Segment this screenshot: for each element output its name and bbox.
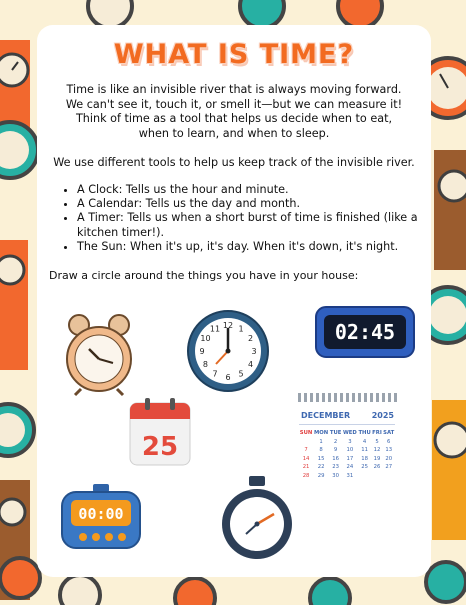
kitchen-timer-icon[interactable] [59, 482, 143, 552]
tools-intro: We use different tools to help us keep track of the invisible river. [53, 156, 415, 169]
calendar-day: 18 [361, 455, 368, 462]
intro-line: Time is like an invisible river that is always moving forward. [66, 83, 402, 96]
clock-numeral: 8 [202, 360, 209, 369]
calendar-day [372, 472, 383, 481]
stopwatch-icon[interactable] [218, 474, 296, 562]
intro-line: when to learn, and when to sleep. [138, 126, 330, 140]
tool-item-sun: • The Sun: When it's up, it's day. When it's down, it's night. [77, 240, 427, 254]
calendar-day: 28 [302, 472, 310, 479]
calendar-day [382, 472, 395, 481]
clock-numeral: 12 [222, 321, 234, 330]
calendar-day: 20 [385, 455, 393, 462]
clock-numeral: 5 [238, 369, 244, 379]
calendar-day: 17 [346, 455, 354, 462]
calendar-grid [299, 429, 395, 480]
tool-item-calendar: • A Calendar: Tells us the day and month. [77, 197, 427, 211]
calendar-week-row [299, 472, 395, 481]
calendar-day: 6 [387, 438, 391, 445]
calendar-weekday-row [299, 429, 395, 438]
clock-numeral: 2 [247, 334, 254, 343]
calendar-day: 25 [361, 464, 368, 471]
calendar-day: 14 [302, 455, 310, 462]
calendar-year: 2025 [371, 411, 394, 420]
calendar-day: 31 [346, 472, 354, 479]
calendar-day: 16 [332, 455, 339, 462]
calendar-day: 11 [361, 447, 368, 454]
wall-clock-icon[interactable] [185, 308, 271, 394]
calendar-week-row [299, 438, 395, 447]
calendar-weekday: THU [358, 430, 371, 437]
clock-numeral: 9 [199, 347, 205, 356]
calendar-day-number: 25 [141, 432, 179, 462]
calendar-divider [299, 424, 395, 425]
clock-numeral: 11 [209, 324, 221, 334]
calendar-weekday: SUN [299, 430, 313, 437]
intro-paragraph [51, 83, 417, 141]
calendar-day: 9 [333, 447, 338, 454]
grandfather-clock-icon [434, 150, 466, 270]
wall-clock-icon [0, 404, 34, 456]
clock-numeral: 1 [238, 324, 244, 334]
calendar-weekday: SAT [383, 430, 395, 437]
intro-line: Think of time as a tool that helps us decide when to eat, [75, 112, 393, 125]
alarm-clock-icon[interactable] [59, 311, 139, 397]
calendar-day: 27 [385, 464, 393, 471]
calendar-day: 30 [332, 472, 339, 479]
calendar-weekday: FRI [372, 430, 382, 437]
calendar-day: 22 [317, 464, 325, 471]
intro-line: We can't see it, touch it, or smell it—but we can measure it! [65, 97, 403, 111]
calendar-page-icon[interactable] [127, 397, 193, 469]
calendar-day: 10 [346, 447, 354, 454]
calendar-day: 3 [348, 438, 352, 445]
calendar-week-row [299, 455, 395, 464]
calendar-weekday: WED [342, 430, 357, 437]
grandfather-clock-icon [0, 240, 28, 370]
grandfather-clock-icon [432, 400, 466, 540]
calendar-day: 4 [362, 438, 367, 445]
clock-numeral: 7 [212, 369, 218, 379]
wall-clock-icon [60, 575, 350, 605]
wall-clock-icon [0, 122, 38, 178]
calendar-day: 12 [373, 447, 381, 454]
calendar-day: 26 [373, 464, 381, 471]
page-title: WHAT IS TIME? [113, 39, 355, 70]
calendar-day: 1 [319, 438, 323, 445]
calendar-day: 29 [317, 472, 325, 479]
clock-numeral: 10 [200, 334, 211, 343]
calendar-day: 2 [333, 438, 338, 445]
calendar-rings [298, 393, 400, 402]
timer-display: 00:00 [78, 505, 124, 523]
wall-clock-icon [426, 562, 466, 602]
calendar-day: 15 [317, 455, 325, 462]
calendar-day: 13 [385, 447, 393, 454]
activity-prompt: Draw a circle around the things you have in your house: [49, 269, 359, 282]
wall-clock-icon [0, 558, 40, 598]
wall-clock-icon [88, 0, 382, 28]
clock-numeral: 4 [247, 360, 254, 369]
tools-list [63, 183, 427, 254]
calendar-day [299, 438, 313, 447]
clock-numeral: 6 [225, 373, 231, 382]
digital-clock-icon[interactable] [314, 301, 416, 361]
clock-numeral: 3 [251, 347, 257, 356]
calendar-day: 21 [302, 464, 310, 471]
calendar-week-row [299, 446, 395, 455]
calendar-day: 7 [304, 447, 308, 454]
calendar-month: DECEMBER [301, 411, 351, 420]
calendar-day: 5 [375, 438, 379, 445]
calendar-weekday: MON [314, 430, 329, 437]
calendar-week-row [299, 463, 395, 472]
calendar-weekday: TUE [329, 430, 342, 437]
calendar-day [358, 472, 372, 481]
digital-clock-display: 02:45 [334, 320, 396, 344]
calendar-day: 19 [373, 455, 381, 462]
monthly-calendar[interactable] [296, 393, 400, 519]
calendar-day: 23 [332, 464, 339, 471]
calendar-day: 24 [346, 464, 354, 471]
tool-item-timer: • A Timer: Tells us when a short burst of time is finished (like a kitchen timer!). [77, 211, 427, 239]
worksheet-card [37, 25, 431, 577]
calendar-day: 8 [319, 447, 323, 454]
tool-item-clock: • A Clock: Tells us the hour and minute. [77, 183, 427, 197]
